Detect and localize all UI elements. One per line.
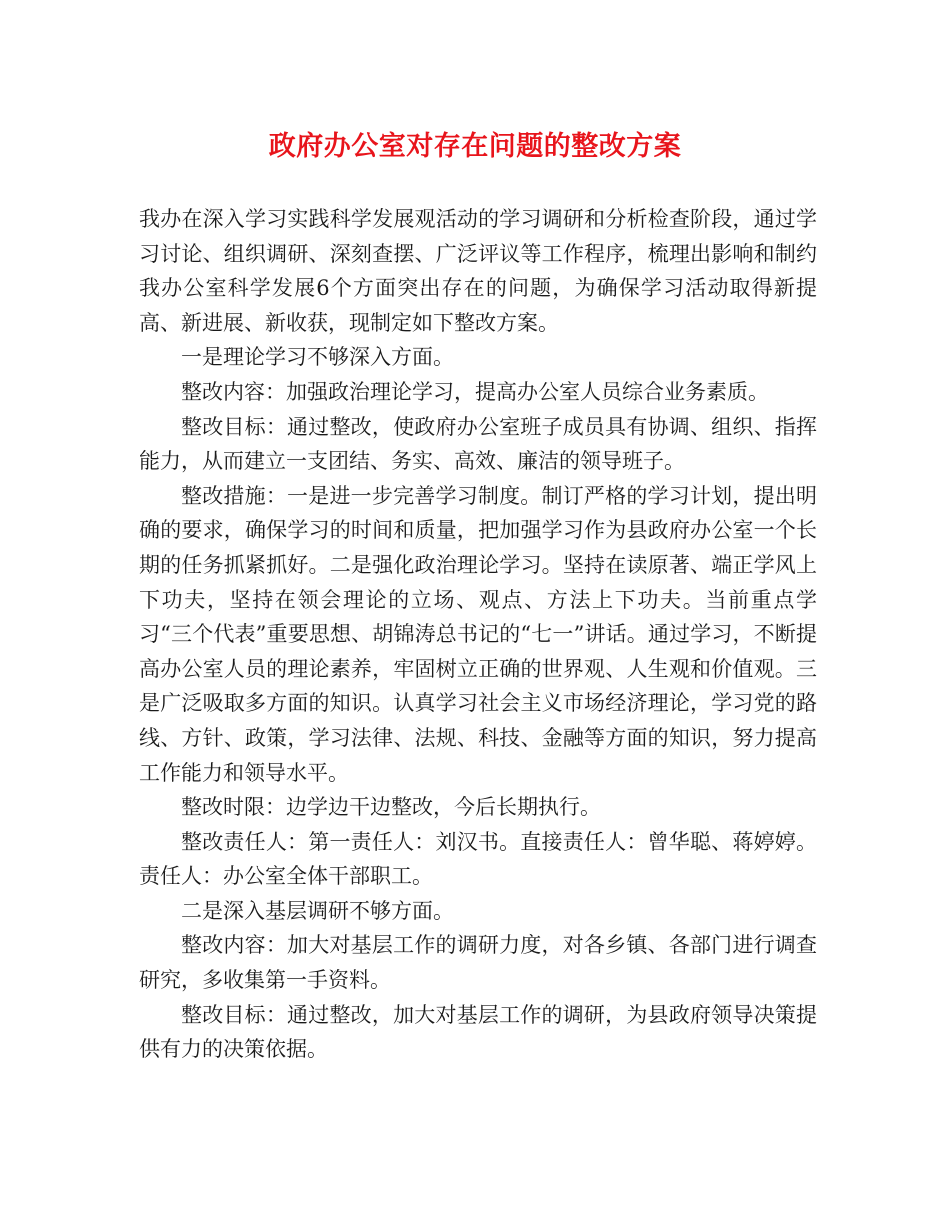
document-body: [139, 202, 817, 1067]
paragraph-rectification-goal-two: 整改目标：通过整改，加大对基层工作的调研，为县政府领导决策提供有力的决策依据。: [139, 1002, 817, 1062]
paragraph-rectification-content-two: 整改内容：加大对基层工作的调研力度，对各乡镇、各部门进行调查研究，多收集第一手资料。: [139, 933, 817, 993]
paragraph-issue-two-heading: 二是深入基层调研不够方面。: [181, 898, 454, 923]
paragraph-issue-one-heading: 一是理论学习不够深入方面。: [181, 345, 454, 370]
paragraph-responsible-persons: 整改责任人：第一责任人：刘汉书。直接责任人：曾华聪、蒋婷婷。责任人：办公室全体干部职工。: [139, 829, 817, 889]
paragraph-rectification-deadline: 整改时限：边学边干边整改，今后长期执行。: [181, 795, 601, 820]
paragraph-rectification-measures: 整改措施：一是进一步完善学习制度。制订严格的学习计划，提出明确的要求，确保学习的时间和质量，把加强学习作为县政府办公室一个长期的任务抓紧抓好。二是强化政治理论学习。坚持在读原著、端正学风上下功夫，坚持在领会理论的立场、观点、方法上下功夫。当前重点学习“三个代表”重要思想、胡锦涛总书记的“七一”讲话。通过学习，不断提高办公室人员的理论素养，牢固树立正确的世界观、人生观和价值观。三是广泛吸取多方面的知识。认真学习社会主义市场经济理论，学习党的路线、方针、政策，学习法律、法规、科技、金融等方面的知识，努力提高工作能力和领导水平。: [139, 483, 817, 785]
paragraph-rectification-content: 整改内容：加强政治理论学习，提高办公室人员综合业务素质。: [181, 379, 769, 404]
paragraph-intro: 我办在深入学习实践科学发展观活动的学习调研和分析检查阶段，通过学习讨论、组织调研、深刻查摆、广泛评议等工作程序，梳理出影响和制约我办公室科学发展6个方面突出存在的问题，为确保学习活动取得新提高、新进展、新收获，现制定如下整改方案。: [139, 207, 817, 335]
paragraph-rectification-goal: 整改目标：通过整改，使政府办公室班子成员具有协调、组织、指挥能力，从而建立一支团结、务实、高效、廉洁的领导班子。: [139, 414, 817, 474]
document-title: 政府办公室对存在问题的整改方案: [268, 131, 682, 162]
